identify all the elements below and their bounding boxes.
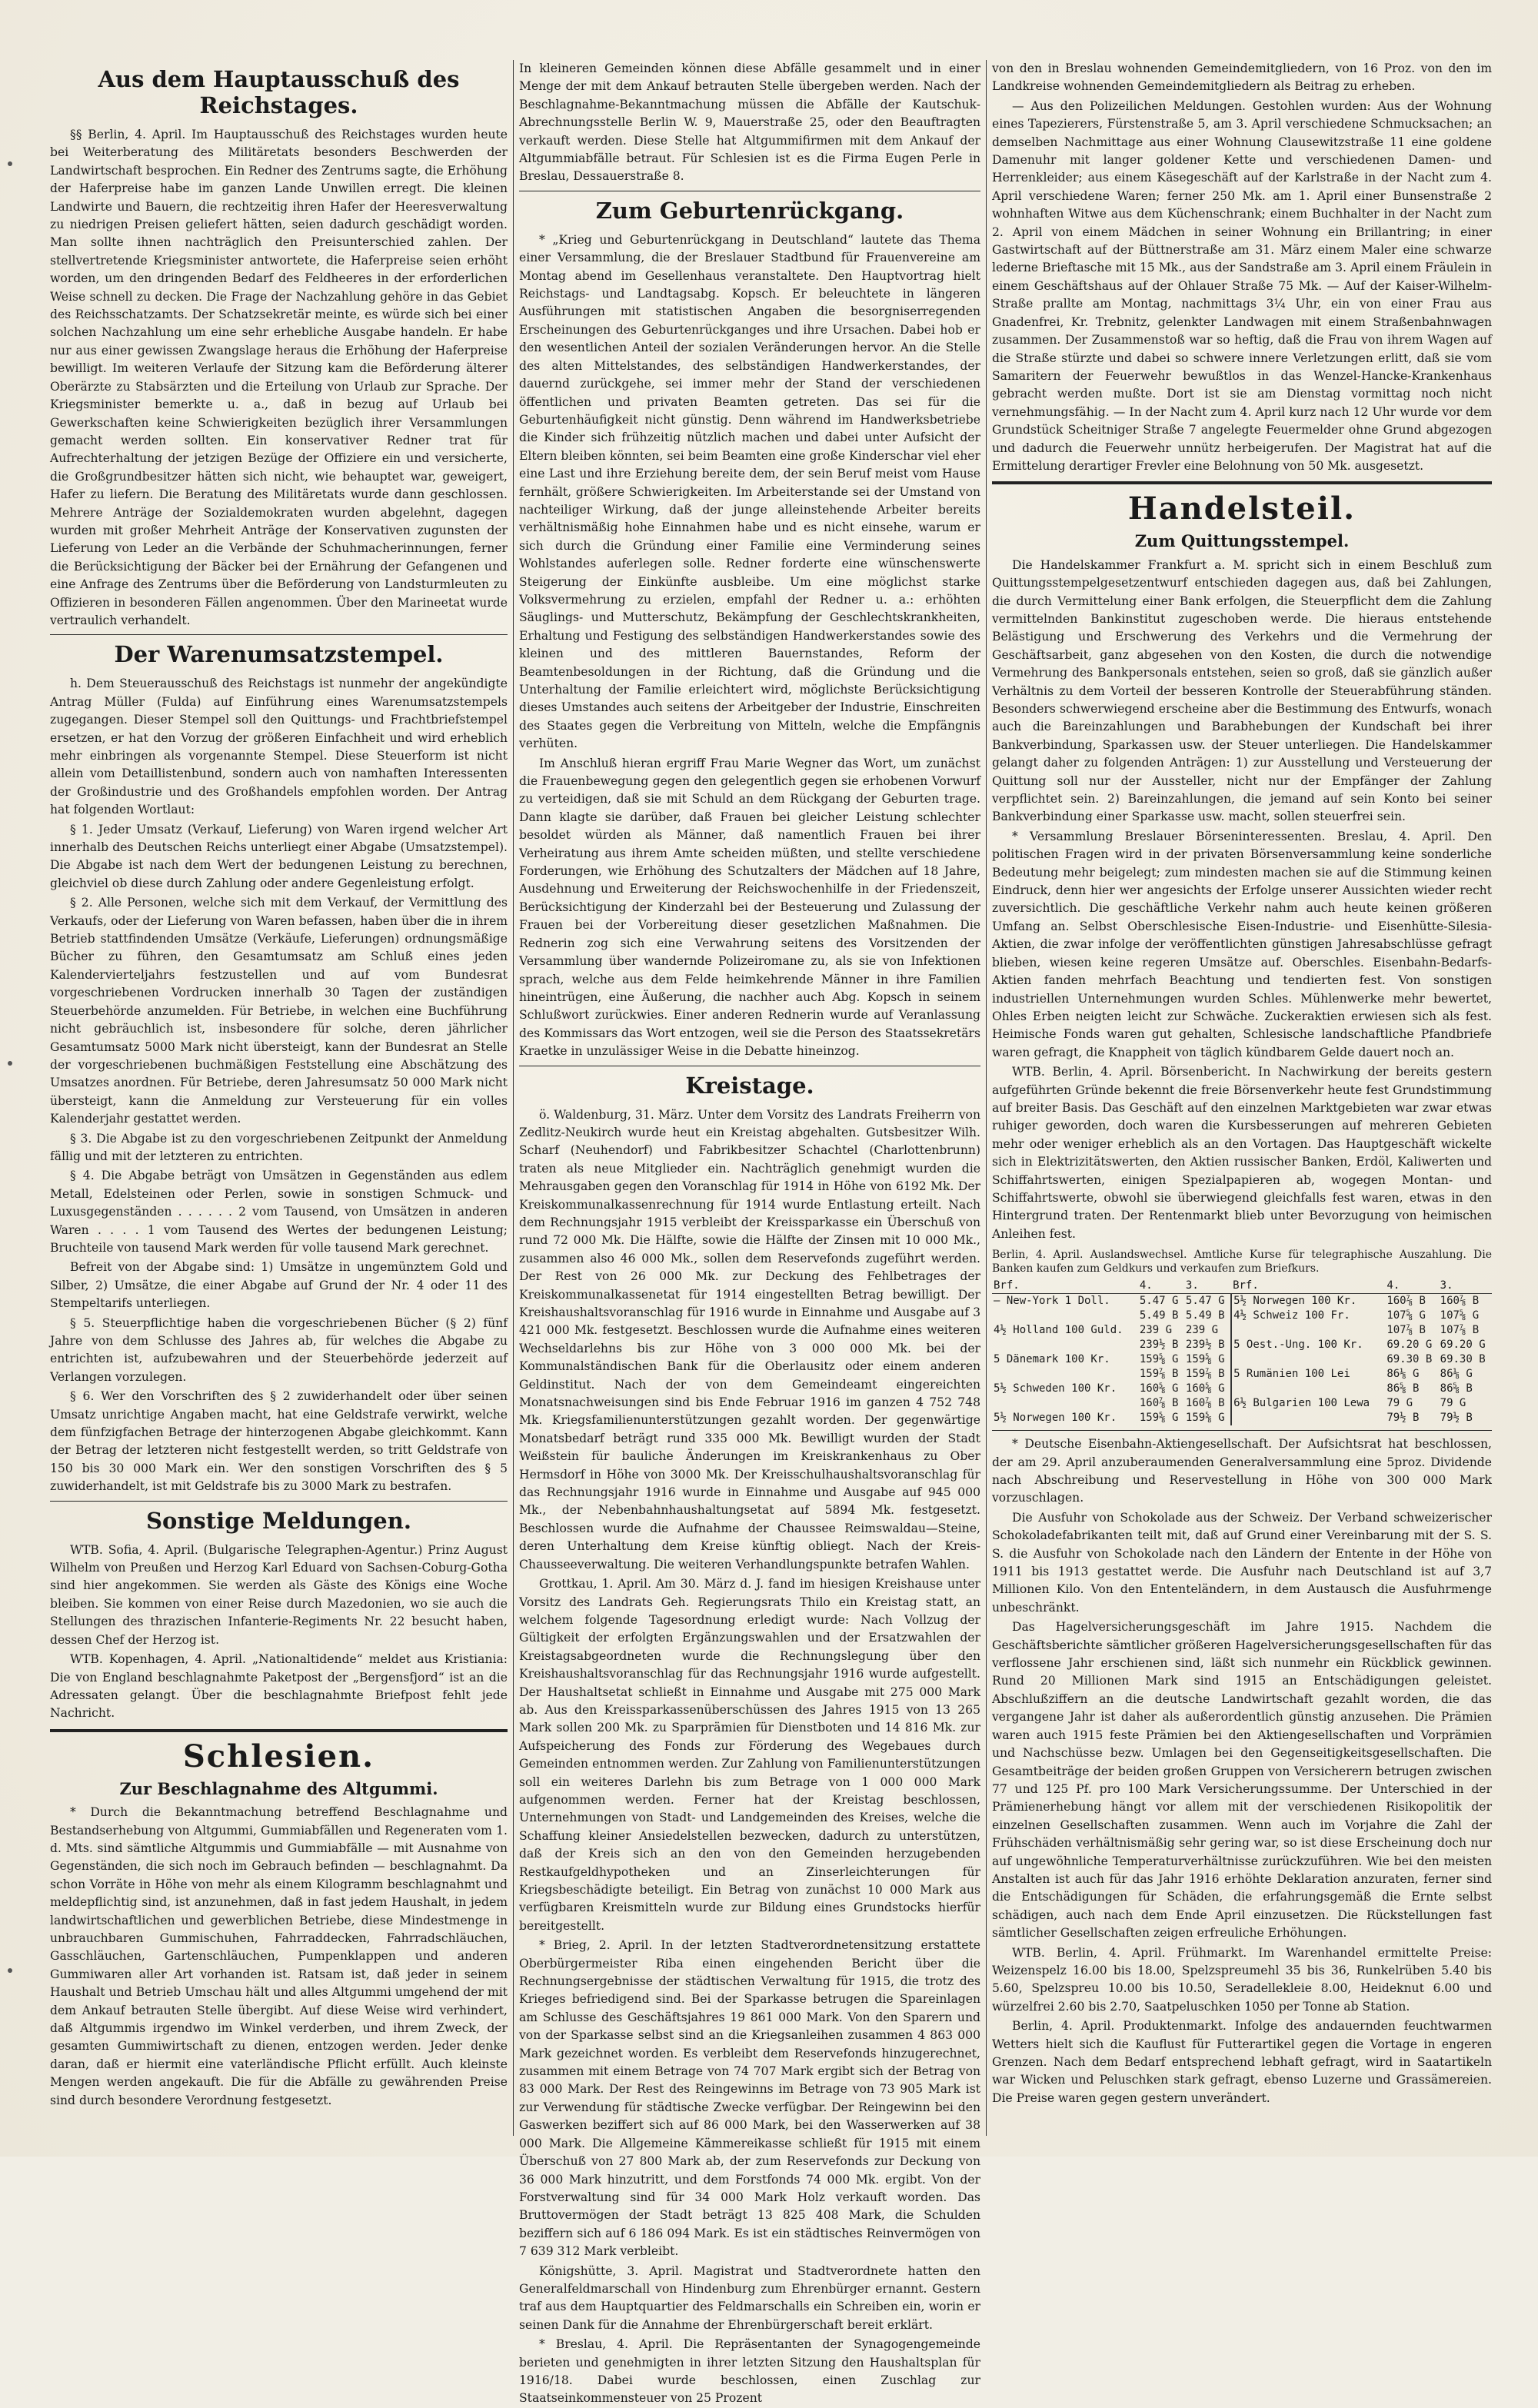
article-paragraph: ö. Waldenburg, 31. März. Unter dem Vorsitz des Landrats Freiherrn von Zedlitz-Neukirch wurde heut ein Kreistag abgehalten. Gutsbesitzer Wilh. Scharf (Neuhendorf) und Fabrikbesitzer Schachtel (Charlottenbrunn) traten als neue Mitglieder ein. Nachträglich genehmigt wurden die Mehrausgaben gegen den Voranschlag für 1914 in Höhe von 6192 Mk. Der Kreiskommunalkassenrechnung für 1914 wurde Entlastung erteilt. Nach dem Rechnungsjahr 1915 verbleibt der Kreissparkasse ein Überschuß von rund 72 000 Mk. Die Hälfte, sowie die Hälfte der Zinsen mit 10 000 Mk., zusammen also 46 000 Mk., sollen dem Reservefonds zugeführt werden. Der Rest von 26 000 Mk. zur Deckung des Fehlbetrages der Kreiskommunalkassenetat für 1914 eingestellten Betrag bewilligt. Der Kreishaushaltsvoranschlag für 1916 wurde in Einnahme und Ausgabe auf 3 421 000 Mk. festgesetzt. Beschlossen wurde die Aufnahme eines weiteren Wechseldarlehns bis zur Höhe von 3 000 000 Mk. bei der Kommunalständischen Bank für die Oberlausitz oder einem anderen Geldinstitut. Nach der von dem Gemeindeamt eingereichten Monatsnachweisungen sind bis Ende Februar 1916 im ganzen 4 752 748 Mk. Kriegsfamilienunterstützungen gezahlt worden. Der gegenwärtige Monatsbedarf beträgt rund 335 000 Mk. Bewilligt wurden der Stadt Weißstein für bauliche Änderungen im Kreiskrankenhaus zu Ober Hermsdorf in Höhe von 3000 Mk. Der Kreisschulhaushaltsvoranschlag für das Rechnungsjahr 1916 wurde in Einnahme und Ausgabe auf 945 000 Mk., der Nebenbahnhaushaltungsetat auf 5894 Mk. festgesetzt. Beschlossen wurde die Aufnahme der Chaussee Reimswaldau—Steine, deren Unterhaltung dem Kreise künftig obliegt. Nach der Kreis-Chausseeverwaltung. Die weiteren Verhandlungspunkte betrafen Wahlen. (519, 1107, 980, 1572)
table-header-cell: 3. (1184, 1279, 1231, 1294)
column-middle (519, 60, 980, 2406)
article-paragraph: § 2. Alle Personen, welche sich mit dem Verkauf, der Vermittlung des Verkaufs, oder der Lieferung von Waren befassen, haben über die in ihrem Betrieb stattfindenden Umsätze (Verkäufe, Lieferungen) ordnungsmäßige Bücher zu führen, den Gesamtumsatz am Schluß eines jeden Kalendervierteljahrs festzustellen und auf vom Bundesrat vorgeschriebenen Vordrucken innerhalb 30 Tagen der zuständigen Steuerbehörde anzumelden. Für Betriebe, in welchen eine Buchführung nicht gebräuchlich ist, insbesondere für solche, deren jährlicher Gesamtumsatz 5000 Mark nicht übersteigt, kann der Bundesrat an Stelle der vorgeschriebenen buchmäßigen Feststellung eine Abschätzung des Umsatzes anordnen. Für Betriebe, deren Jahresumsatz 50 000 Mark nicht übersteigt, kann die Anmeldung zur Versteuerung für ein volles Kalenderjahr gestattet werden. (50, 896, 508, 1126)
table-row (992, 1352, 1492, 1367)
table-cell: 107⅝ G (1440, 1309, 1480, 1322)
table-cell: 4½ Holland 100 Guld. (994, 1324, 1124, 1337)
article-paragraph: * Brieg, 2. April. In der letzten Stadtverordnetensitzung erstattete Oberbürgermeister Riba einen eingehenden Bericht über die Rechnungsergebnisse der städtischen Verwaltung für 1915, die trotz des Krieges befriedigend sind. Bei der Sparkasse betrugen die Spareinlagen am Schlusse des Geschäftsjahres 19 861 000 Mark. Von den Sparern und von der Sparkasse selbst sind an die Kriegsanleihen zusammen 4 863 000 Mark gezeichnet worden. Es verbleibt dem Reservefonds hinzugerechnet, zusammen mit einem Betrage von 74 707 Mark ergibt sich der Betrag von 83 000 Mark. Der Rest des Reingewinns im Betrage von 73 905 Mark ist zur Verwendung für städtische Zwecke verfügbar. Der Reingewinn bei den Gaswerken beziffert sich auf 86 000 Mark, bei den Wasserwerken auf 38 000 Mark. Die Allgemeine Kämmereikasse schließt für 1915 mit einem Überschuß von 27 800 Mark ab, der zum Reservefonds zur Deckung von 36 000 Mark hinzutritt, und dem Forstfonds 74 000 Mk. ergibt. Von der Forstverwaltung sind für 34 000 Mark Holz verkauft worden. Das Bruttovermögen der Stadt beträgt 13 825 408 Mark, die Schulden beziffern sich auf 6 186 094 Mark. Es ist ein städtisches Reinvermögen von 7 639 312 Mark verbleibt. (519, 1938, 980, 2259)
table-cell (992, 1367, 1138, 1382)
column-rule (513, 60, 514, 2136)
article-paragraph: von den in Breslau wohnenden Gemeindemitgliedern, von 16 Proz. von den im Landkreise wohnenden Gemeindemitgliedern als Beitrag zu erheben. (992, 62, 1492, 94)
table-cell: 79½ B (1387, 1412, 1420, 1425)
table-header-row (992, 1279, 1492, 1294)
table-cell: — New-York 1 Doll. (994, 1295, 1110, 1308)
table-cell: 239 G (1184, 1323, 1231, 1338)
article-paragraph: * Versammlung Breslauer Börseninteressenten. Breslau, 4. April. Den politischen Fragen wird in der privaten Börsenversammlung keine sonderliche Bedeutung mehr beigelegt; zum mindesten machen sie auf die Stimmung keinen Eindruck, denn hier wer angesichts der Erfolge unserer Aussichten wieder recht zuversichtlich. Die geschäftliche Verkehr nahm auch heute keinen größeren Umfang an. Selbst Oberschlesische Eisen-Industrie- und Eisenhütte-Silesia-Aktien, die zwar infolge der veröffentlichten günstigen Jahresabschlüsse gefragt blieben, wiesen keine regeren Umsätze auf. Oberschles. Eisenbahn-Bedarfs-Aktien fanden mehrfach Beachtung und tendierten fest. Von sonstigen industriellen Unternehmungen wurden Schles. Mühlenwerke mehr bewertet, Ohles Erben neigten leicht zur Schwäche. Zuckeraktien erwiesen sich als fest. Heimische Fonds waren gut gehalten, Schlesische landschaftliche Pfandbriefe waren gefragt, die Knappheit von täglich kündbarem Gelde dauert noch an. (992, 829, 1492, 1059)
exchange-rate-table (992, 1279, 1492, 1425)
table-cell: 160⅞ B (1139, 1397, 1179, 1410)
table-cell: 159⅞ B (1139, 1368, 1179, 1381)
article-paragraph: * Breslau, 4. April. Die Repräsentanten der Synagogengemeinde berieten und genehmigten in ihrer letzten Sitzung den Haushaltsplan für 1916/18. Dabei wurde beschlossen, einen Zuschlag zur Staatseinkommensteuer von 25 Prozent (519, 2337, 980, 2406)
table-cell: 5½ Norwegen 100 Kr. (994, 1412, 1117, 1425)
table-cell: 239 G (1139, 1324, 1173, 1337)
binding-hole (8, 161, 12, 166)
table-cell: 5.47 G (1184, 1294, 1231, 1309)
table-cell: 86⅛ G (1387, 1368, 1420, 1381)
table-row (992, 1367, 1492, 1382)
column-rule (986, 60, 987, 2136)
table-row (992, 1382, 1492, 1396)
subheading-quittungsstempel: Zum Quittungsstempel. (1134, 531, 1350, 551)
article-paragraph: — Aus den Polizeilichen Meldungen. Gestohlen wurden: Aus der Wohnung eines Tapezierers, Fürstenstraße 5, am 3. April verschiedene Schmucksachen; an demselben Nachmittage aus einer Wohnung Clausewitzstraße 11 eine goldene Damenuhr mit langer goldener Kette und verschiedenen Damen- und Herrenkleider; aus einem Käsegeschäft auf der Karlstraße in der Nacht zum 4. April verschiedene Waren; ferner 250 Mk. am 1. April einer Bunsenstraße 2 wohnhaften Witwe aus dem Küchenschrank; einem Buchhalter in der Nacht zum 2. April von einem Mädchen in seiner Wohnung ein Brillantring; in einer Gastwirtschaft auf der Büttnerstraße am 31. März einem Maler eine schwarze lederne Brieftasche mit 15 Mk., aus der Sandstraße am 3. April einem Fräulein in einem Geschäftshaus auf der Ohlauer Straße 75 Mk. — Auf der Kaiser-Wilhelm-Straße prallte am Montag, nachmittags 3¼ Uhr, ein von einer Frau aus Gnadenfrei, Kr. Trebnitz, gelenkter Landwagen mit einem Straßenbahnwagen zusammen. Der Zusammenstoß war so heftig, daß die Frau von ihrem Wagen auf die Straße stürzte und dabei so schwere innere Verletzungen erlitt, daß sie vom Samaritern der Feuerwehr bewußtlos in das Wenzel-Hancke-Krankenhaus gebracht werden mußte. Dort ist sie am Dienstag vormittag noch nicht vernehmungsfähig. — In der Nacht zum 4. April kurz nach 12 Uhr wurde vor dem Grundstück Scheitniger Straße 7 angelegte Feuermelder ohne Grund abgezogen und dadurch die Feuerwehr unnütz herbeigerufen. Der Magistrat hat auf die Ermittelung derartiger Frevler eine Belohnung von 50 Mk. ausgesetzt. (992, 98, 1492, 473)
table-cell: 160⅝ G (1184, 1382, 1231, 1396)
table-cell: 159⅞ B (1184, 1367, 1231, 1382)
table-cell: 160⅞ B (1184, 1396, 1231, 1411)
table-header-cell: Brf. (992, 1279, 1138, 1294)
article-paragraph: § 5. Steuerpflichtige haben die vorgeschriebenen Bücher (§ 2) fünf Jahre von dem Schlusse des Jahres ab, für welches die Abgabe zu entrichten ist, aufzubewahren und der Steuerbehörde jederzeit auf Verlangen vorzulegen. (50, 1315, 508, 1384)
table-cell (992, 1396, 1138, 1411)
article-paragraph: In kleineren Gemeinden können diese Abfälle gesammelt und in einer Menge der mit dem Ankauf betrauten Stelle übergeben werden. Nach der Beschlagnahme-Bekanntmachung müssen die Abfälle der Kautschuk-Abrechnungsstelle Berlin W. 9, Mauerstraße 25, oder den Beauftragten verkauft werden. Diese Stelle hat Altgummifirmen mit dem Ankauf der Altgummiabfälle betraut. Für Schlesien ist es die Firma Eugen Perle in Breslau, Dessauerstraße 8. (519, 62, 980, 184)
article-paragraph: § 1. Jeder Umsatz (Verkauf, Lieferung) von Waren irgend welcher Art innerhalb des Deutschen Reichs unterliegt einer Abgabe (Umsatzstempel). Die Abgabe ist nach dem Wert der bedungenen Leistung zu berechnen, gleichviel ob diese durch Zahlung oder andere Gegenleistung erfolgt. (50, 822, 508, 890)
article-paragraph: WTB. Berlin, 4. April. Frühmarkt. Im Warenhandel ermittelte Preise: Weizenspelz 16.00 bis 18.00, Spelzspreumehl 35 bis 36, Runkelrüben 5.40 bis 5.60, Spelzspreu 10.00 bis 10.50, Seradellekleie 8.00, Heideknut 6.00 und würzelfrei 2.60 bis 2.70, Saatpeluschken 1050 per Tonne ab Station. (992, 1945, 1492, 2014)
table-cell: 160⅞ B (1440, 1295, 1480, 1308)
article-paragraph: Grottkau, 1. April. Am 30. März d. J. fand im hiesigen Kreishause unter Vorsitz des Landrats Geh. Regierungsrats Thilo ein Kreistag statt, an welchem folgende Tagesordnung erledigt wurde: Nach Vollzug der Gültigkeit der erfolgten Ergänzungswahlen und der Ersatzwahlen der Kreistagsabgeordneten wurde die Rechnungslegung über den Kreishaushaltsvoranschlag für das Rechnungsjahr 1916 wurde aufgestellt. Der Haushaltsetat schließt in Einnahme und Ausgabe mit 275 000 Mark ab. Aus den Kreissparkassenüberschüssen des Jahres 1915 von 13 265 Mark sollen 200 Mk. zu Sparprämien für Dienstboten und 14 816 Mk. zur Aufspeicherung des Fonds zur Förderung des Wegebaues durch Gemeinden entnommen werden. Zur Zahlung von Familienunterstützungen soll ein weiteres Darlehn bis zum Betrage von 1 000 000 Mark aufgenommen werden. Ferner hat der Kreistag beschlossen, Unternehmungen von Stadt- und Landgemeinden des Kreises, welche die Schaffung kleiner Ansiedelstellen bezwecken, dadurch zu unterstützen, daß der Kreis sich an den von den Gemeinden herzugebenden Restkaufgeldhypotheken und an Zinserleichterungen für Kriegsbeschädigte beteiligt. Ein Betrag von zunächst 10 000 Mark aus verfügbaren Kreismitteln wurde zur Bildung eines Grundstocks hierfür bereitgestellt. (519, 1577, 980, 1933)
table-cell: 107⅞ B (1387, 1324, 1426, 1337)
table-cell: 4½ Schweiz 100 Fr. (1233, 1309, 1350, 1322)
article-paragraph: WTB. Sofia, 4. April. (Bulgarische Telegraphen-Agentur.) Prinz August Wilhelm von Preußen und Herzog Karl Eduard von Sachsen-Coburg-Gotha sind hier angekommen. Sie werden als Gäste des Königs eine Woche bleiben. Sie kommen von einer Reise durch Mazedonien, wo sie auch die Stellungen des thrazischen Infanterie-Regiments Nr. 22 besucht haben, dessen Chef der Herzog ist. (50, 1542, 508, 1647)
binding-hole (8, 1968, 12, 1973)
table-cell: 159⅝ G (1139, 1353, 1179, 1366)
divider (50, 1501, 508, 1502)
table-header-cell: 4. (1138, 1279, 1184, 1294)
table-cell: 79½ B (1440, 1412, 1473, 1425)
section-heading-handelsteil: Handelsteil. (1127, 491, 1357, 527)
article-paragraph: h. Dem Steuerausschuß des Reichstags ist nunmehr der angekündigte Antrag Müller (Fulda) auf Einführung eines Warenumsatzstempels zugegangen. Dieser Stempel soll den Quittungs- und Frachtbriefstempel ersetzen, er hat den Vorzug der größeren Einfachheit und wird erheblich mehr einbringen als vorgenannte Stempel. Diese Steuerform ist nicht allein vom Detaillistenbund, sondern auch von namhaften Interessenten der Großindustrie und des Großhandels empfohlen worden. Der Antrag hat folgenden Wortlaut: (50, 677, 508, 817)
exchange-table-body (992, 1294, 1492, 1426)
table-header-cell: Brf. (1231, 1279, 1385, 1294)
table-cell (992, 1309, 1138, 1323)
table-cell: 5 Rumänien 100 Lei (1233, 1368, 1350, 1381)
table-cell: 69.30 B (1387, 1353, 1433, 1366)
table-cell: 159⅝ G (1184, 1352, 1231, 1367)
table-cell: 107⅝ G (1387, 1309, 1426, 1322)
article-paragraph: Die Ausfuhr von Schokolade aus der Schweiz. Der Verband schweizerischer Schokoladefabrikanten teilt mit, daß auf Grund einer Vereinbarung mit der S. S. S. die Ausfuhr von Schokolade nach den Ländern der Entente in der Höhe von 1911 bis 1913 gestattet werde. Die Ausfuhr nach Deutschland ist auf 3,7 Millionen Kilo. Von den Ententeländern, in dem Austausch die Ausfuhrmenge unbeschränkt. (992, 1510, 1492, 1615)
article-paragraph: * „Krieg und Geburtenrückgang in Deutschland“ lautete das Thema einer Versammlung, die der Breslauer Stadtbund für Frauenvereine am Montag abend im Gesellenhaus veranstaltete. Den Hauptvortrag hielt Reichstags- und Landtagsabg. Kopsch. Er beleuchtete in längeren Ausführungen mit statistischen Angaben die besorgniserregenden Erscheinungen des Geburtenrückganges und ihre Ursachen. Dabei hob er den wesentlichen Anteil der sozialen Veränderungen hervor. An die Stelle des alten Mittelstandes, des selbständigen Handwerkerstandes, der dauernd zurückgehe, sei immer mehr der Stand der verschiedenen öffentlichen und privaten Beamten getreten. Das sei für die Geburtenhäufigkeit nicht günstig. Denn während im Handwerksbetriebe die Kinder sich frühzeitig nützlich machen und dabei unter Aufsicht der Eltern bleiben könnten, sei beim Beamten eine große Kinderschar viel eher eine Last und ihre Erziehung bereite dem, der sein Beruf meist vom Hause fernhält, größere Schwierigkeiten. Im Arbeiterstande sei der Umstand von nachteiliger Wirkung, daß der junge alleinstehende Arbeiter bereits verhältnismäßig hohe Einnahmen habe und es nicht einsehe, warum er sich durch die Gründung einer Familie eine Verminderung seines Wohlstandes auferlegen solle. Redner forderte eine wünschenswerte Steigerung der Einkünfte ausbleibe. Um eine möglichst starke Volksvermehrung zu erzielen, empfahl der Redner u. a.: erhöhten Säuglings- und Mutterschutz, Bekämpfung der Geschlechtskrankheiten, Erhaltung und Festigung des selbständigen Handwerkerstandes sowie des kleinen und des mittleren Bauernstandes, Reform der Beamtenbesoldungen in der Richtung, daß die Gründung und die Unterhaltung der Familie erleichtert wird, möglichste Berücksichtigung dieses Umstandes auch seitens der Arbeitgeber der Industrie, Einschreiten des Staates gegen die Verbreitung von Mitteln, welche die Empfängnis verhüten. (519, 232, 980, 751)
table-cell: 5½ Schweden 100 Kr. (994, 1382, 1117, 1395)
table-cell: 86⅝ B (1440, 1382, 1473, 1395)
subheading-altgummi: Zur Beschlagnahme des Altgummi. (119, 1778, 438, 1798)
article-paragraph: Im Anschluß hieran ergriff Frau Marie Wegner das Wort, um zunächst die Frauenbewegung gegen den gelegentlich gegen sie erhobenen Vorwurf zu verteidigen, daß sie mit Schuld an dem Rückgang der Geburten trage. Dann klagte sie darüber, daß Frauen bei gleicher Leistung schlechter besoldet würden als Männer, daß namentlich Frauen bei ihrer Verheiratung aus ihrem Amte scheiden müßten, und stellte verschiedene Forderungen, wie Erhöhung des Schutzalters der Mädchen auf 18 Jahre, Ausdehnung und Erweiterung der Reichswochenhilfe in der Friedenszeit, Berücksichtigung der Kinderzahl bei der Besteuerung und Zulassung der Frauen bei der Vorbereitung dieser gesetzlichen Maßnahmen. Die Rednerin zog sich eine Verwahrung seitens des Vorsitzenden der Versammlung über wandernde Polizeiromane zu, als sie von Infektionen sprach, welche aus dem Felde heimkehrende Männer in ihre Familien hineintrügen, eine Äußerung, die nachher auch Abg. Kopsch in seinem Schlußwort zurückwies. Einer anderen Rednerin wurde auf Veranlassung des Kommissars das Wort entzogen, weil sie die Person des Staatssekretärs Kraetke in unzulässiger Weise in die Debatte hineinzog. (519, 756, 980, 1059)
table-row (992, 1338, 1492, 1352)
column-right (992, 60, 1492, 2136)
table-cell: 239½ B (1184, 1338, 1231, 1352)
article-paragraph: Berlin, 4. April. Produktenmarkt. Infolge des andauernden feuchtwarmen Wetters hielt sich die Kauflust für Futterartikel gegen die Vortage in engeren Grenzen. Nach dem Bedarf entsprechend lebhaft gefragt, wird in Saatartikeln war Wicken und Peluschken stark gefragt, ebenso Luzerne und Grassämereien. Die Preise waren gegen gestern unverändert. (992, 2019, 1492, 2105)
table-cell: 86⅛ G (1440, 1368, 1473, 1381)
section-heading-hauptausschuss: Aus dem Hauptausschuß des Reichstages. (98, 66, 460, 118)
table-cell: 5.49 B (1139, 1309, 1179, 1322)
table-cell: 160⅞ B (1387, 1295, 1426, 1308)
table-cell: 79 G (1440, 1397, 1466, 1410)
table-cell: 69.30 B (1440, 1353, 1486, 1366)
table-cell: 160⅝ G (1139, 1382, 1179, 1395)
section-heading-warenumsatzstempel: Der Warenumsatzstempel. (114, 641, 444, 668)
table-cell (1231, 1323, 1385, 1338)
article-paragraph: * Deutsche Eisenbahn-Aktiengesellschaft. Der Aufsichtsrat hat beschlossen, der am 29. April anzuberaumenden Generalversammlung eine 5proz. Dividende nach Abschreibung und Reservestellung in Höhe von 300 000 Mark vorzuschlagen. (992, 1437, 1492, 1505)
table-cell (992, 1338, 1138, 1352)
binding-hole (8, 1061, 12, 1066)
table-cell: 107⅞ B (1440, 1324, 1480, 1337)
table-cell: 159⅝ G (1139, 1412, 1179, 1425)
table-row (992, 1323, 1492, 1338)
exchange-header: Berlin, 4. April. Auslandswechsel. Amtliche Kurse für telegraphische Auszahlung. Die Banken kaufen zum Geldkurs und verkaufen zum Briefkurs. (992, 1249, 1492, 1276)
table-row (992, 1396, 1492, 1411)
column-left (50, 60, 508, 2136)
divider (50, 1729, 508, 1732)
article-paragraph: WTB. Kopenhagen, 4. April. „Nationaltidende“ meldet aus Kristiania: Die von England beschlagnahmte Paketpost der „Bergensfjord“ ist an die Adressaten gelangt. Über die beschlagnahmte Briefpost fehlt jede Nachricht. (50, 1652, 508, 1721)
table-cell (1231, 1411, 1385, 1425)
table-cell: 5.47 G (1139, 1295, 1179, 1308)
article-paragraph: § 4. Die Abgabe beträgt von Umsätzen in Gegenständen aus edlem Metall, Edelsteinen oder Perlen, sowie in sonstigen Schmuck- und Luxusgegenständen . . . . . . 2 vom Tausend, von Umsätzen in anderen Waren . . . . 1 vom Tausend des Wertes der bedungenen Leistung; Bruchteile von tausend Mark werden für volle tausend Mark gerechnet. (50, 1169, 508, 1255)
table-row (992, 1411, 1492, 1425)
article-paragraph: * Durch die Bekanntmachung betreffend Beschlagnahme und Bestandserhebung von Altgummi, Gummiabfällen und Regeneraten vom 1. d. Mts. sind sämtliche Altgummis und Gummiabfälle — mit Ausnahme von Gegenständen, die sich noch im Gebrauch befinden — beschlagnahmt. Da schon Vorräte in Höhe von mehr als einem Kilogramm beschlagnahmt und meldepflichtig sind, ist anzunehmen, daß in fast jedem Haushalt, in jedem landwirtschaftlichen und gewerblichen Betriebe, diese Mindestmenge in unbrauchbaren Gummischuhen, Fahrraddecken, Fahrradschläuchen, Gasschläuchen, Gartenschläuchen, Pumpenklappen und anderen Gummiwaren aller Art vorhanden ist. Ratsam ist, daß jeder in seinem Haushalt und Betrieb Umschau hält und alles Altgummi umgehend der mit dem Ankauf betrauten Stelle übergibt. Auf diese Weise wird verhindert, daß Altgummis irgendwo im Winkel verderben, und ihrem Zweck, der gesamten Gummiwirtschaft zu dienen, entzogen werden. Jeder denke daran, daß er hiermit eine vaterländische Pflicht erfüllt. Auch kleinste Mengen werden angekauft. Die für die Abfälle zu gewährenden Preise sind durch besondere Verordnung festgesetzt. (50, 1805, 508, 2107)
article-paragraph: § 6. Wer den Vorschriften des § 2 zuwiderhandelt oder über seinen Umsatz unrichtige Angaben macht, hat eine Geldstrafe verwirkt, welche dem fünfzigfachen Betrage der hinterzogenen Abgabe gleichkommt. Kann der Betrag der letzteren nicht festgestellt werden, so tritt Geldstrafe von 150 bis 30 000 Mark ein. Wer den sonstigen Vorschriften des § 5 zuwiderhandelt, ist mit Geldstrafe bis zu 3000 Mark zu bestrafen. (50, 1389, 508, 1494)
article-paragraph: Die Handelskammer Frankfurt a. M. spricht sich in einem Beschluß zum Quittungsstempelgesetzentwurf entschieden dagegen aus, daß bei Zahlungen, die durch Vermittelung einer Bank erfolgen, die Steuerpflicht dem die Zahlung vermittelnden Bankinstitut zugeschoben werde. Die hieraus entstehende Belästigung und Erschwerung des Verkehrs und die Vermehrung der Geschäftsarbeit, ganz abgesehen von den Kosten, die durch die notwendige Vermehrung des Bankpersonals entstehen, seien so groß, daß sie gänzlich außer Verhältnis zu dem Vorteil der besseren Kontrolle der Steuerabführung ständen. Besonders schwerwiegend erscheine aber die Bestimmung des Entwurfs, wonach auch die Bareinzahlungen und Barabhebungen der Kundschaft bei ihrer Bankverbindung, Sparkassen usw. der Steuer unterliegen. Die Handelskammer gelangt daher zu folgenden Anträgen: 1) zur Ausstellung und Versteuerung der Quittung soll nur der Aussteller, nicht nur der Empfänger der Zahlung verpflichtet sein. 2) Bareinzahlungen, die jemand auf sein Konto bei seiner Bankverbindung einer Sparkasse usw. macht, sollen steuerfrei sein. (992, 557, 1492, 824)
section-heading-kreistage: Kreistage. (685, 1072, 814, 1099)
table-cell: 5 Oest.-Ung. 100 Kr. (1233, 1339, 1363, 1352)
article-paragraph: Das Hagelversicherungsgeschäft im Jahre 1915. Nachdem die Geschäftsberichte sämtlicher größeren Hagelversicherungsgesellschaften für das verflossene Jahr erschienen sind, läßt sich nunmehr ein Rückblick gewinnen. Rund 20 Millionen Mark sind 1915 an Entschädigungen geleistet. Abschlußziffern an die deutsche Landwirtschaft gezahlt worden, die das vergangene Jahr ist daher als außerordentlich günstig anzusehen. Die Prämien waren auch 1915 feste Prämien bei den Aktiengesellschaften und Vorprämien und Nachschüsse bezw. Umlagen bei den Gegenseitigkeitsgesellschaften. Die Gesamtbeiträge der beiden großen Gruppen von Versicherern betrugen zwischen 77 und 125 Pf. pro 100 Mark Versicherungssumme. Der Unterschied in der Prämienerhebung hängt vor allem mit der verschiedenen Risikopolitik der einzelnen Gesellschaften zusammen. Wenn auch im Vorjahre die Zahl der Frühschäden verhältnismäßig sehr gering war, so ist diese Erscheinung doch nur auf ungewöhnliche Temperaturverhältnisse zurückzuführen. Wie bei den meisten Anstalten ist auch für das Jahr 1916 erhöhte Deklaration anzuraten, ferner sind die Entschädigungen für Schäden, die erfahrungsgemäß die Ernte selbst schädigen, auch nach dem Ende April einzusetzen. Die Rückstellungen fast sämtlicher Gesellschaften zeigen erfreuliche Erhöhungen. (992, 1620, 1492, 1941)
section-heading-schlesien: Schlesien. (182, 1738, 375, 1774)
table-header-cell: 4. (1385, 1279, 1438, 1294)
article-paragraph: §§ Berlin, 4. April. Im Hauptausschuß des Reichstages wurden heute bei Weiterberatung des Militäretats besonders Beschwerden der Landwirtschaft besprochen. Ein Redner des Zentrums sagte, die Erhöhung der Haferpreise habe im ganzen Lande Unwillen erregt. Die kleinen Landwirte und Bauern, die rechtzeitig ihren Hafer der Heeresverwaltung zu niedrigen Preisen geliefert hätten, seien dadurch geschädigt worden. Man sollte ihnen nachträglich den Preisunterschied zahlen. Der stellvertretende Kriegsminister antwortete, die Haferpreise seien erhöht worden, um den dringenden Bedarf des Feldheeres in der erforderlichen Weise schnell zu decken. Die Frage der Nachzahlung gehöre in das Gebiet des Reichsschatzamts. Der Schatzsekretär meinte, es würde sich bei einer solchen Nachzahlung um eine sehr erhebliche Ausgabe handeln. Er habe nur aus einer gewissen Zwangslage heraus die Erhöhung der Haferpreise bewilligt. Im weiteren Verlaufe der Sitzung kam die Beförderung älterer Oberärzte zu Stabsärzten und die Erteilung von Urlaub zur Sprache. Der Kriegsminister bemerkte u. a., daß in bezug auf Urlaub bei Gewerkschaften keine Schwierigkeiten bezüglich ihrer Versammlungen gemacht werden sollten. Ein konservativer Redner trat für Aufrechterhaltung der jetzigen Bezüge der Offiziere ein und versicherte, die Großgrundbesitzer hätten sich nicht, wie behauptet war, geweigert, Hafer zu liefern. Die Beratung des Militäretats wurde dann geschlossen. Mehrere Anträge der Sozialdemokraten wurden abgelehnt, dagegen wurden mit großer Mehrheit Anträge der Konservativen zugunsten der Lieferung von Leder an die Verbände der Schuhmacherinnungen, ferner die Berücksichtigung der Bäcker bei der Ernährung der Gefangenen und eine Anfrage des Zentrums über die Beförderung von Landsturmleuten zu Offizieren in besonderen Fällen angenommen. Über den Marineetat wurde vertraulich verhandelt. (50, 128, 508, 627)
table-cell: 5 Dänemark 100 Kr. (994, 1353, 1110, 1366)
section-heading-geburtenrueckgang: Zum Geburtenrückgang. (595, 197, 904, 224)
divider (992, 1430, 1492, 1431)
article-paragraph: § 3. Die Abgabe ist zu den vorgeschriebenen Zeitpunkt der Anmeldung fällig und mit der letzteren zu entrichten. (50, 1131, 508, 1163)
article-paragraph: Königshütte, 3. April. Magistrat und Stadtverordnete hatten den Generalfeldmarschall von Hindenburg zum Ehrenbürger ernannt. Gestern traf aus dem Hauptquartier des Feldmarschalls ein Schreiben ein, worin er seinen Dank für die Annahme der Ehrenbürgerschaft bereit erklärt. (519, 2263, 980, 2332)
table-cell: 5½ Norwegen 100 Kr. (1233, 1295, 1357, 1308)
table-cell (1231, 1382, 1385, 1396)
divider (992, 481, 1492, 484)
table-cell: 159⅝ G (1184, 1411, 1231, 1425)
article-paragraph: Befreit von der Abgabe sind: 1) Umsätze in ungemünztem Gold und Silber, 2) Umsätze, die einer Abgabe auf Grund der Nr. 4 oder 11 des Stempeltarifs unterliegen. (50, 1260, 508, 1311)
table-cell: 86⅝ B (1387, 1382, 1420, 1395)
section-heading-sonstige-meldungen: Sonstige Meldungen. (146, 1507, 411, 1534)
article-paragraph: WTB. Berlin, 4. April. Börsenbericht. In Nachwirkung der bereits gestern aufgeführten Gründe bekennt die freie Börsenverkehr heute fest Grundstimmung auf breiter Basis. Das Geschäft auf den einzelnen Marktgebieten war zwar etwas ruhiger geworden, doch waren die Kursbesserungen auf mehreren Gebieten mehr oder weniger erheblich als an den Vortagen. Das Hauptgeschäft wickelte sich in Elektrizitätswerten, den Aktien russischer Banken, Erdöl, Kaliwerten und Schiffahrtswerten, einigen Spezialpapieren ab, wogegen Montan- und Schiffahrtswerte, obwohl sie überwiegend gleichfalls fest waren, etwas in den Hintergrund traten. Der Rentenmarkt blieb unter Bevorzugung von heimischen Anleihen fest. (992, 1065, 1492, 1241)
table-cell: 5.49 B (1184, 1309, 1231, 1323)
table-cell: 69.20 G (1387, 1339, 1433, 1352)
table-header-cell: 3. (1439, 1279, 1492, 1294)
table-cell (1231, 1352, 1385, 1367)
table-cell: 69.20 G (1440, 1339, 1486, 1352)
table-cell: 79 G (1387, 1397, 1413, 1410)
table-cell: 239½ B (1139, 1339, 1179, 1352)
table-row (992, 1294, 1492, 1309)
table-cell: 6½ Bulgarien 100 Lewa (1233, 1397, 1370, 1410)
divider (50, 634, 508, 635)
table-row (992, 1309, 1492, 1323)
